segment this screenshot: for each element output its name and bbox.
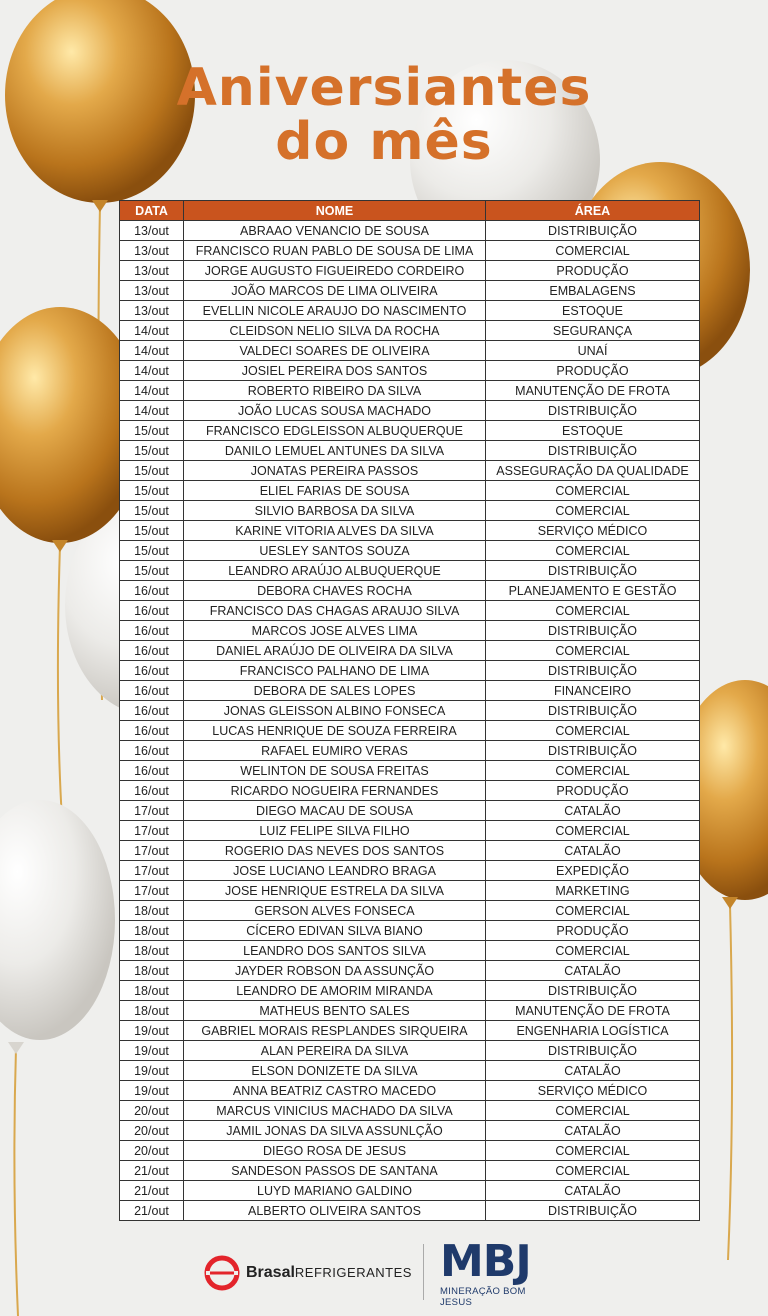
table-row bbox=[120, 1161, 700, 1181]
cell-area: PRODUÇÃO bbox=[486, 361, 700, 381]
table-row bbox=[120, 301, 700, 321]
cell-area: DISTRIBUIÇÃO bbox=[486, 621, 700, 641]
header-date: DATA bbox=[120, 201, 184, 221]
cell-area: COMERCIAL bbox=[486, 481, 700, 501]
cell-name: CÍCERO EDIVAN SILVA BIANO bbox=[184, 921, 486, 941]
brasal-name: Brasal bbox=[246, 1264, 295, 1281]
cell-area: COMERCIAL bbox=[486, 541, 700, 561]
cell-date: 16/out bbox=[120, 601, 184, 621]
table-row bbox=[120, 1101, 700, 1121]
cell-area: EXPEDIÇÃO bbox=[486, 861, 700, 881]
cell-area: DISTRIBUIÇÃO bbox=[486, 561, 700, 581]
table-row bbox=[120, 1201, 700, 1221]
cell-name: SILVIO BARBOSA DA SILVA bbox=[184, 501, 486, 521]
cell-area: CATALÃO bbox=[486, 1121, 700, 1141]
cell-date: 18/out bbox=[120, 901, 184, 921]
table-row bbox=[120, 661, 700, 681]
cell-area: MANUTENÇÃO DE FROTA bbox=[486, 1001, 700, 1021]
cell-area: CATALÃO bbox=[486, 1181, 700, 1201]
cell-area: DISTRIBUIÇÃO bbox=[486, 1041, 700, 1061]
cell-area: UNAÍ bbox=[486, 341, 700, 361]
cell-date: 17/out bbox=[120, 881, 184, 901]
cell-date: 14/out bbox=[120, 401, 184, 421]
table-row bbox=[120, 501, 700, 521]
table-row bbox=[120, 981, 700, 1001]
balloon-icon bbox=[0, 800, 115, 1040]
cell-name: DEBORA CHAVES ROCHA bbox=[184, 581, 486, 601]
table-row bbox=[120, 601, 700, 621]
cell-date: 14/out bbox=[120, 321, 184, 341]
cell-name: JAYDER ROBSON DA ASSUNÇÃO bbox=[184, 961, 486, 981]
table-row bbox=[120, 221, 700, 241]
cell-name: JONAS GLEISSON ALBINO FONSECA bbox=[184, 701, 486, 721]
cell-area: DISTRIBUIÇÃO bbox=[486, 981, 700, 1001]
cell-name: LUCAS HENRIQUE DE SOUZA FERREIRA bbox=[184, 721, 486, 741]
cell-area: EMBALAGENS bbox=[486, 281, 700, 301]
cell-name: FRANCISCO RUAN PABLO DE SOUSA DE LIMA bbox=[184, 241, 486, 261]
table-row bbox=[120, 721, 700, 741]
cell-date: 18/out bbox=[120, 1001, 184, 1021]
table-row bbox=[120, 321, 700, 341]
cell-name: GERSON ALVES FONSECA bbox=[184, 901, 486, 921]
cell-area: COMERCIAL bbox=[486, 761, 700, 781]
table-row bbox=[120, 1001, 700, 1021]
table-row bbox=[120, 841, 700, 861]
cell-area: ENGENHARIA LOGÍSTICA bbox=[486, 1021, 700, 1041]
cell-area: PRODUÇÃO bbox=[486, 921, 700, 941]
cell-date: 14/out bbox=[120, 341, 184, 361]
table-row bbox=[120, 941, 700, 961]
cell-area: ASSEGURAÇÃO DA QUALIDADE bbox=[486, 461, 700, 481]
cell-date: 17/out bbox=[120, 821, 184, 841]
cell-area: SERVIÇO MÉDICO bbox=[486, 521, 700, 541]
table-row bbox=[120, 281, 700, 301]
table-body bbox=[120, 221, 700, 1221]
table-row bbox=[120, 261, 700, 281]
cell-name: ROGERIO DAS NEVES DOS SANTOS bbox=[184, 841, 486, 861]
cell-area: DISTRIBUIÇÃO bbox=[486, 661, 700, 681]
cell-date: 14/out bbox=[120, 361, 184, 381]
cell-name: ANNA BEATRIZ CASTRO MACEDO bbox=[184, 1081, 486, 1101]
cell-date: 15/out bbox=[120, 561, 184, 581]
cell-date: 16/out bbox=[120, 701, 184, 721]
cell-date: 15/out bbox=[120, 501, 184, 521]
cell-area: FINANCEIRO bbox=[486, 681, 700, 701]
cell-area: COMERCIAL bbox=[486, 641, 700, 661]
cell-name: DANIEL ARAÚJO DE OLIVEIRA DA SILVA bbox=[184, 641, 486, 661]
table-row bbox=[120, 1181, 700, 1201]
table-row bbox=[120, 541, 700, 561]
cell-name: JOSE HENRIQUE ESTRELA DA SILVA bbox=[184, 881, 486, 901]
cell-area: DISTRIBUIÇÃO bbox=[486, 441, 700, 461]
cell-area: PRODUÇÃO bbox=[486, 261, 700, 281]
logo-divider bbox=[423, 1244, 424, 1300]
cell-name: MARCUS VINICIUS MACHADO DA SILVA bbox=[184, 1101, 486, 1121]
cell-date: 17/out bbox=[120, 861, 184, 881]
cell-area: PLANEJAMENTO E GESTÃO bbox=[486, 581, 700, 601]
cell-date: 18/out bbox=[120, 961, 184, 981]
cell-date: 20/out bbox=[120, 1101, 184, 1121]
table-row bbox=[120, 901, 700, 921]
cell-date: 18/out bbox=[120, 981, 184, 1001]
table-row bbox=[120, 441, 700, 461]
cell-date: 19/out bbox=[120, 1021, 184, 1041]
table-row bbox=[120, 361, 700, 381]
cell-name: LUIZ FELIPE SILVA FILHO bbox=[184, 821, 486, 841]
cell-date: 18/out bbox=[120, 941, 184, 961]
table-header-row bbox=[120, 201, 700, 221]
table-row bbox=[120, 461, 700, 481]
cell-date: 15/out bbox=[120, 541, 184, 561]
table-row bbox=[120, 861, 700, 881]
page-title-line1: Aniversiantes bbox=[176, 58, 592, 118]
table-row bbox=[120, 961, 700, 981]
table-row bbox=[120, 481, 700, 501]
cell-area: COMERCIAL bbox=[486, 1101, 700, 1121]
table-row bbox=[120, 801, 700, 821]
table-row bbox=[120, 421, 700, 441]
cell-area: COMERCIAL bbox=[486, 1161, 700, 1181]
cell-name: FRANCISCO PALHANO DE LIMA bbox=[184, 661, 486, 681]
cell-name: SANDESON PASSOS DE SANTANA bbox=[184, 1161, 486, 1181]
page-title-line2: do mês bbox=[275, 112, 493, 172]
table-row bbox=[120, 701, 700, 721]
brasal-logo-icon bbox=[204, 1255, 240, 1291]
cell-area: ESTOQUE bbox=[486, 421, 700, 441]
cell-name: JORGE AUGUSTO FIGUEIREDO CORDEIRO bbox=[184, 261, 486, 281]
cell-name: LEANDRO DOS SANTOS SILVA bbox=[184, 941, 486, 961]
cell-area: CATALÃO bbox=[486, 841, 700, 861]
table-row bbox=[120, 1081, 700, 1101]
cell-area: DISTRIBUIÇÃO bbox=[486, 401, 700, 421]
cell-area: COMERCIAL bbox=[486, 721, 700, 741]
cell-name: WELINTON DE SOUSA FREITAS bbox=[184, 761, 486, 781]
birthday-table bbox=[119, 200, 700, 1221]
cell-date: 13/out bbox=[120, 301, 184, 321]
cell-date: 16/out bbox=[120, 761, 184, 781]
cell-name: EVELLIN NICOLE ARAUJO DO NASCIMENTO bbox=[184, 301, 486, 321]
cell-area: COMERCIAL bbox=[486, 241, 700, 261]
table-row bbox=[120, 1041, 700, 1061]
table-row bbox=[120, 581, 700, 601]
cell-date: 16/out bbox=[120, 681, 184, 701]
header-name: NOME bbox=[184, 201, 486, 221]
brasal-subname: REFRIGERANTES bbox=[294, 1265, 412, 1280]
cell-date: 13/out bbox=[120, 221, 184, 241]
header-area: ÁREA bbox=[486, 201, 700, 221]
table-row bbox=[120, 341, 700, 361]
cell-name: RAFAEL EUMIRO VERAS bbox=[184, 741, 486, 761]
cell-date: 16/out bbox=[120, 721, 184, 741]
table-row bbox=[120, 761, 700, 781]
cell-date: 20/out bbox=[120, 1141, 184, 1161]
cell-name: CLEIDSON NELIO SILVA DA ROCHA bbox=[184, 321, 486, 341]
cell-name: DEBORA DE SALES LOPES bbox=[184, 681, 486, 701]
cell-area: SEGURANÇA bbox=[486, 321, 700, 341]
table-row bbox=[120, 621, 700, 641]
cell-name: JOÃO MARCOS DE LIMA OLIVEIRA bbox=[184, 281, 486, 301]
cell-area: ESTOQUE bbox=[486, 301, 700, 321]
cell-area: COMERCIAL bbox=[486, 941, 700, 961]
cell-name: DIEGO ROSA DE JESUS bbox=[184, 1141, 486, 1161]
cell-date: 21/out bbox=[120, 1161, 184, 1181]
cell-area: COMERCIAL bbox=[486, 821, 700, 841]
cell-date: 16/out bbox=[120, 641, 184, 661]
table-row bbox=[120, 1021, 700, 1041]
cell-name: DIEGO MACAU DE SOUSA bbox=[184, 801, 486, 821]
table-row bbox=[120, 821, 700, 841]
cell-date: 16/out bbox=[120, 581, 184, 601]
cell-date: 15/out bbox=[120, 521, 184, 541]
cell-name: LEANDRO DE AMORIM MIRANDA bbox=[184, 981, 486, 1001]
cell-area: CATALÃO bbox=[486, 1061, 700, 1081]
table-row bbox=[120, 921, 700, 941]
table-row bbox=[120, 681, 700, 701]
cell-date: 17/out bbox=[120, 801, 184, 821]
table-row bbox=[120, 401, 700, 421]
table-row bbox=[120, 1141, 700, 1161]
cell-name: MATHEUS BENTO SALES bbox=[184, 1001, 486, 1021]
cell-date: 13/out bbox=[120, 261, 184, 281]
cell-name: LUYD MARIANO GALDINO bbox=[184, 1181, 486, 1201]
cell-name: KARINE VITORIA ALVES DA SILVA bbox=[184, 521, 486, 541]
cell-date: 15/out bbox=[120, 481, 184, 501]
cell-name: GABRIEL MORAIS RESPLANDES SIRQUEIRA bbox=[184, 1021, 486, 1041]
cell-area: PRODUÇÃO bbox=[486, 781, 700, 801]
cell-area: DISTRIBUIÇÃO bbox=[486, 701, 700, 721]
cell-name: ALAN PEREIRA DA SILVA bbox=[184, 1041, 486, 1061]
cell-date: 16/out bbox=[120, 661, 184, 681]
cell-area: CATALÃO bbox=[486, 801, 700, 821]
cell-name: ALBERTO OLIVEIRA SANTOS bbox=[184, 1201, 486, 1221]
table-row bbox=[120, 381, 700, 401]
cell-name: JONATAS PEREIRA PASSOS bbox=[184, 461, 486, 481]
cell-name: ELIEL FARIAS DE SOUSA bbox=[184, 481, 486, 501]
cell-date: 15/out bbox=[120, 421, 184, 441]
cell-area: SERVIÇO MÉDICO bbox=[486, 1081, 700, 1101]
cell-name: ROBERTO RIBEIRO DA SILVA bbox=[184, 381, 486, 401]
cell-name: UESLEY SANTOS SOUZA bbox=[184, 541, 486, 561]
table-row bbox=[120, 741, 700, 761]
brasal-logo bbox=[204, 1255, 412, 1291]
cell-name: ELSON DONIZETE DA SILVA bbox=[184, 1061, 486, 1081]
table-row bbox=[120, 1121, 700, 1141]
cell-area: COMERCIAL bbox=[486, 1141, 700, 1161]
cell-name: LEANDRO ARAÚJO ALBUQUERQUE bbox=[184, 561, 486, 581]
cell-area: DISTRIBUIÇÃO bbox=[486, 221, 700, 241]
cell-date: 19/out bbox=[120, 1081, 184, 1101]
mbj-wordmark: MBJ bbox=[440, 1236, 531, 1287]
table-row bbox=[120, 521, 700, 541]
cell-area: COMERCIAL bbox=[486, 501, 700, 521]
cell-area: CATALÃO bbox=[486, 961, 700, 981]
cell-name: DANILO LEMUEL ANTUNES DA SILVA bbox=[184, 441, 486, 461]
mbj-logo bbox=[440, 1236, 560, 1308]
cell-area: COMERCIAL bbox=[486, 901, 700, 921]
table-row bbox=[120, 881, 700, 901]
cell-name: MARCOS JOSE ALVES LIMA bbox=[184, 621, 486, 641]
cell-date: 17/out bbox=[120, 841, 184, 861]
cell-name: RICARDO NOGUEIRA FERNANDES bbox=[184, 781, 486, 801]
cell-date: 21/out bbox=[120, 1201, 184, 1221]
footer-logos bbox=[0, 1230, 768, 1316]
table-row bbox=[120, 1061, 700, 1081]
cell-date: 18/out bbox=[120, 921, 184, 941]
cell-area: DISTRIBUIÇÃO bbox=[486, 1201, 700, 1221]
cell-date: 20/out bbox=[120, 1121, 184, 1141]
cell-date: 13/out bbox=[120, 241, 184, 261]
cell-date: 14/out bbox=[120, 381, 184, 401]
table-row bbox=[120, 241, 700, 261]
cell-date: 19/out bbox=[120, 1041, 184, 1061]
table-row bbox=[120, 781, 700, 801]
mbj-subtitle: MINERAÇÃO BOM JESUS bbox=[440, 1286, 526, 1308]
table-row bbox=[120, 641, 700, 661]
cell-name: JOSE LUCIANO LEANDRO BRAGA bbox=[184, 861, 486, 881]
cell-name: JOSIEL PEREIRA DOS SANTOS bbox=[184, 361, 486, 381]
cell-name: JAMIL JONAS DA SILVA ASSUNLÇÃO bbox=[184, 1121, 486, 1141]
cell-date: 19/out bbox=[120, 1061, 184, 1081]
cell-area: DISTRIBUIÇÃO bbox=[486, 741, 700, 761]
cell-name: ABRAAO VENANCIO DE SOUSA bbox=[184, 221, 486, 241]
table-row bbox=[120, 561, 700, 581]
cell-date: 16/out bbox=[120, 781, 184, 801]
cell-date: 16/out bbox=[120, 741, 184, 761]
cell-name: FRANCISCO EDGLEISSON ALBUQUERQUE bbox=[184, 421, 486, 441]
cell-date: 15/out bbox=[120, 461, 184, 481]
cell-area: COMERCIAL bbox=[486, 601, 700, 621]
cell-date: 16/out bbox=[120, 621, 184, 641]
cell-name: FRANCISCO DAS CHAGAS ARAUJO SILVA bbox=[184, 601, 486, 621]
cell-name: VALDECI SOARES DE OLIVEIRA bbox=[184, 341, 486, 361]
cell-area: MANUTENÇÃO DE FROTA bbox=[486, 381, 700, 401]
cell-date: 13/out bbox=[120, 281, 184, 301]
cell-date: 21/out bbox=[120, 1181, 184, 1201]
cell-area: MARKETING bbox=[486, 881, 700, 901]
cell-date: 15/out bbox=[120, 441, 184, 461]
cell-name: JOÃO LUCAS SOUSA MACHADO bbox=[184, 401, 486, 421]
